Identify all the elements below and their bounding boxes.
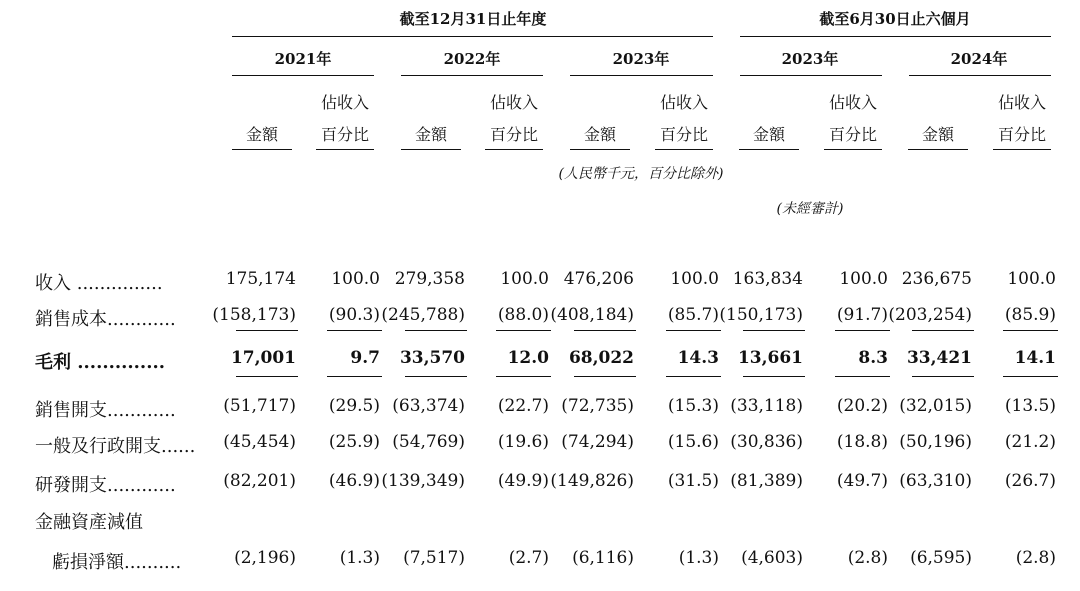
percentage-cell: (25.9) (328, 432, 380, 452)
subtotal-rule (1003, 376, 1058, 377)
subtotal-rule (835, 330, 890, 331)
year-rule (570, 75, 713, 76)
row-label: 金融資產減值 (35, 512, 143, 533)
amount-cell: (158,173) (212, 305, 296, 325)
percentage-cell: 14.3 (677, 348, 719, 368)
subtotal-rule (666, 376, 721, 377)
percentage-cell: 100.0 (331, 269, 380, 289)
percentage-cell: (2.8) (1015, 548, 1056, 568)
amount-cell: (63,310) (899, 471, 972, 491)
amount-cell: (203,254) (888, 305, 972, 325)
pct-header-line2: 百分比 (320, 125, 370, 144)
amount-cell: 175,174 (225, 269, 296, 289)
subtotal-rule (912, 376, 974, 377)
currency-note: (人民幣千元，百分比除外) (558, 166, 724, 182)
amount-header: 金額 (583, 125, 617, 144)
year-2021: 2021年 (274, 50, 332, 68)
year-rule (740, 75, 882, 76)
amount-cell: (45,454) (223, 432, 296, 452)
subtotal-rule (236, 330, 298, 331)
subtotal-rule (405, 376, 467, 377)
subheader-rule (316, 149, 374, 150)
subheader-rule (993, 149, 1051, 150)
amount-cell: (139,349) (381, 471, 465, 491)
hy-period-title: 截至6月30日止六個月 (819, 10, 971, 28)
percentage-cell: (49.7) (836, 471, 888, 491)
subtotal-rule (912, 330, 974, 331)
amount-cell: 13,661 (737, 348, 803, 368)
subtotal-rule (743, 330, 805, 331)
percentage-cell: 100.0 (839, 269, 888, 289)
amount-cell: 17,001 (230, 348, 296, 368)
fy-period-title: 截至12月31日止年度 (399, 10, 547, 28)
amount-cell: 33,421 (906, 348, 972, 368)
pct-header-line1: 佔收入 (997, 93, 1047, 112)
unaudited-note: (未經審計) (776, 201, 844, 217)
table-row (0, 505, 1080, 535)
subtotal-rule (574, 376, 636, 377)
percentage-cell: (85.9) (1004, 305, 1056, 325)
subheader-rule (908, 149, 968, 150)
percentage-cell: (15.6) (667, 432, 719, 452)
table-row (0, 302, 1080, 332)
percentage-cell: (18.8) (836, 432, 888, 452)
amount-cell: 476,206 (563, 269, 634, 289)
percentage-cell: (1.3) (678, 548, 719, 568)
percentage-cell: (91.7) (836, 305, 888, 325)
year-rule (232, 75, 374, 76)
percentage-cell: (22.7) (497, 396, 549, 416)
amount-cell: 236,675 (901, 269, 972, 289)
subheader-rule (232, 149, 292, 150)
percentage-cell: (21.2) (1004, 432, 1056, 452)
amount-cell: (33,118) (730, 396, 803, 416)
subheader-rule (401, 149, 461, 150)
amount-cell: (54,769) (392, 432, 465, 452)
subtotal-rule (743, 376, 805, 377)
table-row (0, 545, 1080, 575)
subheader-rule (824, 149, 882, 150)
subheader-rule (739, 149, 799, 150)
percentage-cell: (26.7) (1004, 471, 1056, 491)
amount-cell: 279,358 (394, 269, 465, 289)
subtotal-rule (666, 330, 721, 331)
percentage-cell: (15.3) (667, 396, 719, 416)
row-label: 毛利 .............. (35, 352, 165, 373)
amount-cell: (74,294) (561, 432, 634, 452)
year-2023-fy: 2023年 (612, 50, 670, 68)
subheader-rule (570, 149, 630, 150)
row-label: 銷售開支............ (35, 400, 176, 421)
percentage-cell: (49.9) (497, 471, 549, 491)
percentage-cell: (2.8) (847, 548, 888, 568)
amount-cell: (51,717) (223, 396, 296, 416)
percentage-cell: (90.3) (328, 305, 380, 325)
percentage-cell: (2.7) (508, 548, 549, 568)
amount-header: 金額 (752, 125, 786, 144)
amount-cell: (30,836) (730, 432, 803, 452)
amount-cell: (150,173) (719, 305, 803, 325)
subtotal-rule (496, 376, 551, 377)
pct-header-line1: 佔收入 (320, 93, 370, 112)
amount-cell: (32,015) (899, 396, 972, 416)
row-label: 一般及行政開支...... (35, 436, 196, 457)
amount-cell: (81,389) (730, 471, 803, 491)
subtotal-rule (236, 376, 298, 377)
percentage-cell: 100.0 (1007, 269, 1056, 289)
amount-cell: (63,374) (392, 396, 465, 416)
subheader-rule (655, 149, 713, 150)
pct-header-line2: 百分比 (659, 125, 709, 144)
amount-cell: (72,735) (561, 396, 634, 416)
percentage-cell: (1.3) (339, 548, 380, 568)
amount-cell: (82,201) (223, 471, 296, 491)
amount-cell: (408,184) (550, 305, 634, 325)
percentage-cell: 14.1 (1014, 348, 1056, 368)
percentage-cell: 100.0 (670, 269, 719, 289)
pct-header-line2: 百分比 (997, 125, 1047, 144)
table-row (0, 429, 1080, 459)
amount-cell: (6,595) (910, 548, 972, 568)
percentage-cell: (85.7) (667, 305, 719, 325)
amount-cell: (6,116) (572, 548, 634, 568)
amount-header: 金額 (414, 125, 448, 144)
subtotal-rule (405, 330, 467, 331)
year-2023-hy: 2023年 (781, 50, 839, 68)
amount-cell: (2,196) (234, 548, 296, 568)
pct-header-line2: 百分比 (489, 125, 539, 144)
year-2022: 2022年 (443, 50, 501, 68)
amount-header: 金額 (245, 125, 279, 144)
fy-rule (232, 36, 713, 37)
amount-cell: (149,826) (550, 471, 634, 491)
row-label: 虧損淨額.......... (52, 552, 182, 573)
amount-cell: 68,022 (568, 348, 634, 368)
year-rule (909, 75, 1051, 76)
percentage-cell: (13.5) (1004, 396, 1056, 416)
amount-cell: (4,603) (741, 548, 803, 568)
table-row (0, 345, 1080, 375)
table-row (0, 266, 1080, 296)
subtotal-rule (835, 376, 890, 377)
row-label: 銷售成本............ (35, 309, 176, 330)
percentage-cell: (19.6) (497, 432, 549, 452)
subtotal-rule (574, 330, 636, 331)
subtotal-rule (496, 330, 551, 331)
hy-rule (740, 36, 1051, 37)
pct-header-line1: 佔收入 (659, 93, 709, 112)
amount-header: 金額 (921, 125, 955, 144)
amount-cell: (245,788) (381, 305, 465, 325)
percentage-cell: 12.0 (507, 348, 549, 368)
year-rule (401, 75, 543, 76)
percentage-cell: (20.2) (836, 396, 888, 416)
subtotal-rule (1003, 330, 1058, 331)
amount-cell: (7,517) (403, 548, 465, 568)
row-label: 研發開支............ (35, 475, 176, 496)
amount-cell: (50,196) (899, 432, 972, 452)
row-label: 收入 ............... (35, 273, 163, 294)
amount-cell: 163,834 (732, 269, 803, 289)
table-row (0, 468, 1080, 498)
subtotal-rule (327, 330, 382, 331)
pct-header-line1: 佔收入 (489, 93, 539, 112)
percentage-cell: (29.5) (328, 396, 380, 416)
amount-cell: 33,570 (399, 348, 465, 368)
pct-header-line1: 佔收入 (828, 93, 878, 112)
table-row (0, 393, 1080, 423)
percentage-cell: (31.5) (667, 471, 719, 491)
percentage-cell: 8.3 (858, 348, 888, 368)
percentage-cell: (88.0) (497, 305, 549, 325)
percentage-cell: (46.9) (328, 471, 380, 491)
percentage-cell: 9.7 (350, 348, 380, 368)
pct-header-line2: 百分比 (828, 125, 878, 144)
percentage-cell: 100.0 (500, 269, 549, 289)
year-2024-hy: 2024年 (950, 50, 1008, 68)
subtotal-rule (327, 376, 382, 377)
subheader-rule (485, 149, 543, 150)
